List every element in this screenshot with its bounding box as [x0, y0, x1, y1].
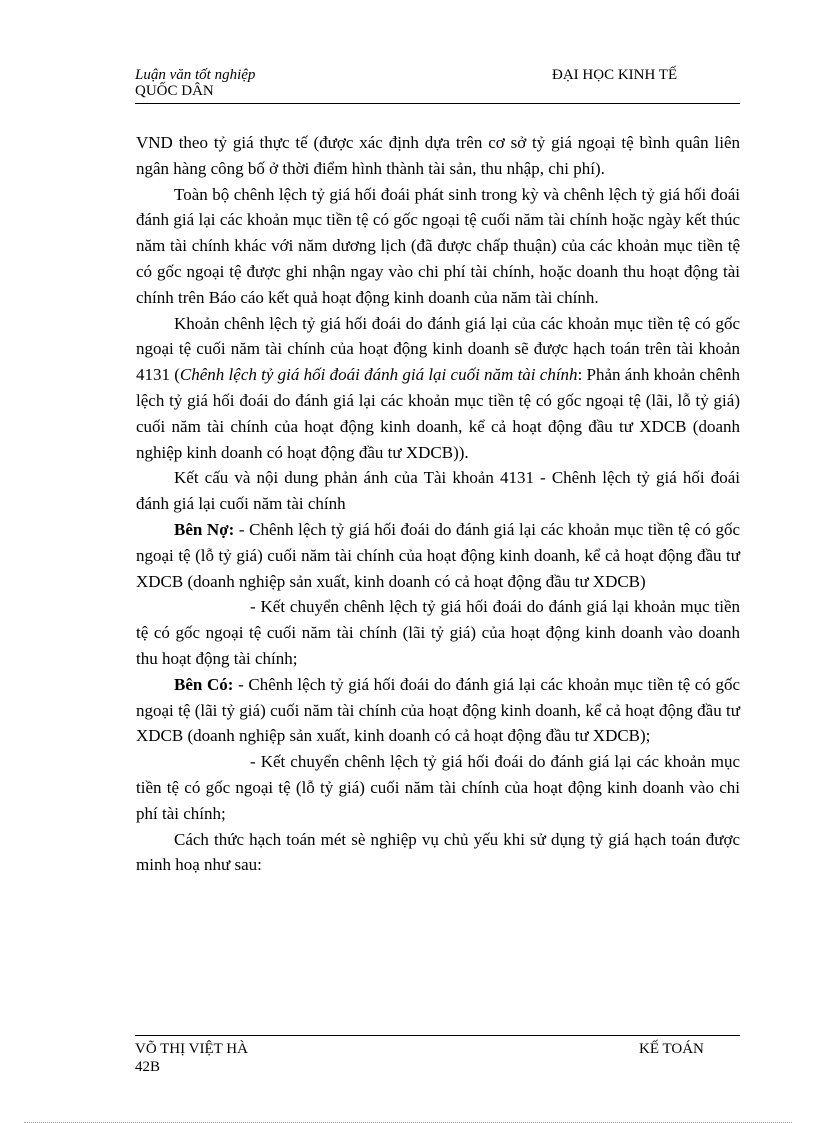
paragraph-debit	[136, 517, 740, 594]
paragraph-credit	[136, 672, 740, 749]
header-university-tail: QUỐC DÂN	[135, 83, 214, 99]
header-university-name: ĐẠI HỌC KINH TẾ	[552, 67, 678, 83]
paragraph-3-italic: Chênh lệch tỷ giá hối đoái đánh giá lại cuối năm tài chính	[179, 365, 578, 385]
debit-label: Bên Nợ:	[174, 519, 235, 539]
credit-label: Bên Có:	[174, 674, 234, 694]
paragraph-1: VND theo tỷ giá thực tế (được xác định dựa trên cơ sở tỷ giá ngoại tệ bình quân liên ngân hàng công bố ở thời điểm hình thành tài sản, thu nhập, chi phí).	[136, 133, 740, 178]
header-thesis-label: Luận văn tốt nghiệp	[135, 67, 256, 83]
page-footer	[135, 1035, 740, 1075]
paragraph-credit-transfer: - Kết chuyển chênh lệch tỷ giá hối đoái do đánh giá lại các khoản mục tiền tệ có gốc ngoại tệ (lỗ tỷ giá) cuối năm tài chính của hoạt động kinh doanh vào chi phí tài chính;	[136, 752, 740, 823]
page-body	[136, 130, 740, 878]
paragraph-debit-transfer: - Kết chuyển chênh lệch tỷ giá hối đoái do đánh giá lại khoản mục tiền tệ có gốc ngoại tệ cuối năm tài chính (lãi tỷ giá) của hoạt động kinh doanh vào doanh thu hoạt động tài chính;	[136, 597, 740, 668]
paragraph-2: Toàn bộ chênh lệch tỷ giá hối đoái phát sinh trong kỳ và chênh lệch tỷ giá hối đoái đánh giá lại các khoản mục tiền tệ có gốc ngoại tệ cuối năm tài chính hoặc ngày kết thúc năm tài chính khác với năm dương lịch (đã được chấp thuận) của các khoản mục tiền tệ có gốc ngoại tệ được ghi nhận ngay vào chi phí tài chính, hoặc doanh thu hoạt động tài chính trên Báo cáo kết quả hoạt động kinh doanh của năm tài chính.	[136, 184, 740, 307]
paragraph-3-start: Khoản chênh lệch tỷ giá hối đoái do đánh giá lại của các khoản mục tiền tệ có gốc ngoại tệ cuối năm tài chính của hoạt động kinh doanh sẽ được hạch toán trên tài khoản 4131 (	[136, 313, 740, 385]
footer-author: VÕ THỊ VIỆT HÀ	[135, 1041, 248, 1057]
page-header	[135, 62, 740, 104]
footer-class: 42B	[135, 1059, 161, 1075]
footer-major: KẾ TOÁN	[639, 1041, 704, 1057]
credit-text: - Chênh lệch tỷ giá hối đoái do đánh giá lại các khoản mục tiền tệ có gốc ngoại tệ (lãi tỷ giá) cuối năm tài chính của hoạt động kinh doanh, kể cả hoạt động đầu tư XDCB (doanh nghiệp sản xuất, kinh doanh có cả hoạt động đầu tư XDCB);	[136, 674, 741, 746]
debit-text: - Chênh lệch tỷ giá hối đoái do đánh giá lại các khoản mục tiền tệ có gốc ngoại tệ (lỗ tỷ giá) cuối năm tài chính của hoạt động kinh doanh, kể cả hoạt động đầu tư XDCB (doanh nghiệp sản xuất, kinh doanh có cả hoạt động đầu tư XDCB)	[136, 519, 740, 591]
paragraph-4: Kết cấu và nội dung phản ánh của Tài khoản 4131 - Chênh lệch tỷ giá hối đoái đánh giá lại cuối năm tài chính	[136, 468, 740, 514]
paragraph-3	[136, 311, 740, 466]
paragraph-9: Cách thức hạch toán mét sè nghiệp vụ chủ yếu khi sử dụng tỷ giá hạch toán được minh hoạ như sau:	[136, 829, 740, 875]
paragraph-3-end: : Phản ánh khoản chênh lệch tỷ giá hối đoái do đánh giá lại các khoản mục tiền tệ có gốc ngoại tệ (lãi, lỗ tỷ giá) cuối năm tài chính của hoạt động kinh doanh, kể cả hoạt động đầu tư XDCB (doanh nghiệp kinh doanh có hoạt động đầu tư XDCB)).	[136, 365, 740, 462]
